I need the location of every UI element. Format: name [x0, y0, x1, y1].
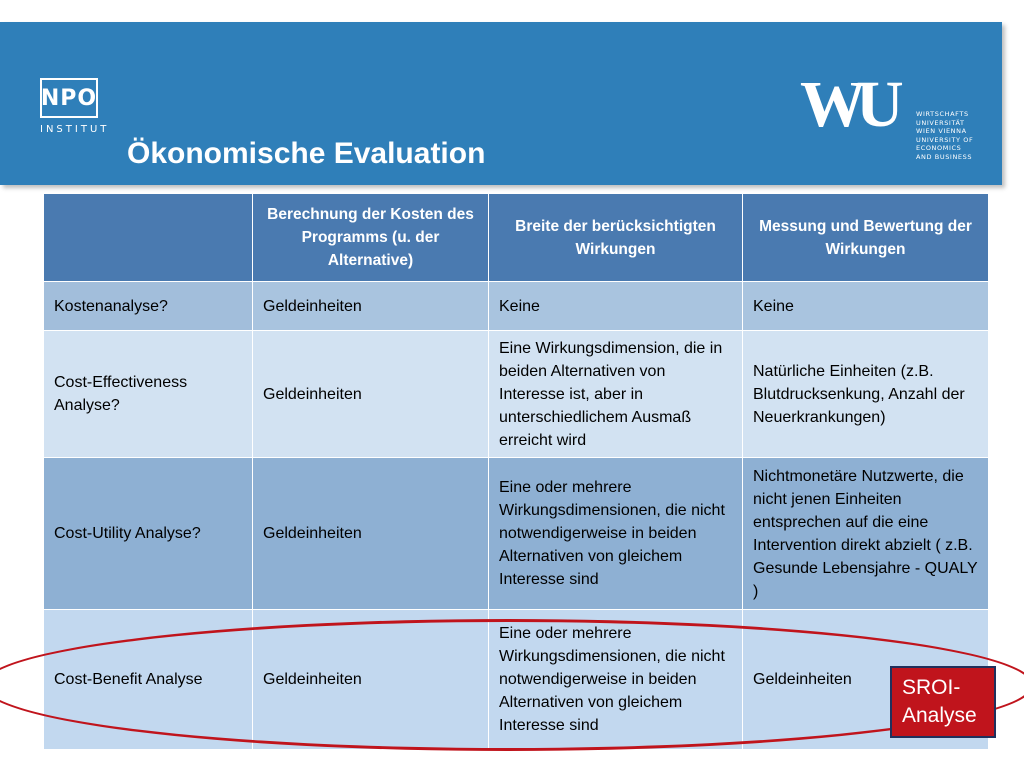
- table-row: [44, 282, 989, 331]
- table-header-cell: Breite der berücksichtigten Wirkungen: [489, 194, 743, 282]
- npo-logo-subtitle: INSTITUT: [40, 124, 110, 135]
- table-cell: Kostenanalyse?: [44, 282, 253, 331]
- npo-institut-logo: [40, 78, 110, 135]
- table-cell: Cost-Utility Analyse?: [44, 458, 253, 610]
- npo-logo-mark: NPO: [40, 78, 98, 118]
- table-cell: Geldeinheiten: [253, 610, 489, 750]
- table-cell: Eine Wirkungsdimension, die in beiden Alternativen von Interesse ist, aber in unterschiedlichem Ausmaß erreicht wird: [489, 331, 743, 458]
- evaluation-table: [43, 193, 988, 750]
- table-cell: Geldeinheiten: [253, 282, 489, 331]
- table-row: [44, 610, 989, 750]
- table-header-row: [44, 194, 989, 282]
- table-cell: Geldeinheiten: [743, 610, 989, 750]
- table-cell: Nichtmonetäre Nutzwerte, die nicht jenen Einheiten entsprechen auf die eine Intervention direkt abzielt ( z.B. Gesunde Lebensjahre - QUALY ): [743, 458, 989, 610]
- table-cell: Keine: [489, 282, 743, 331]
- table-cell: Eine oder mehrere Wirkungsdimensionen, die nicht notwendigerweise in beiden Alternativen von gleichem Interesse sind: [489, 610, 743, 750]
- wu-logo-text: WIRTSCHAFTS UNIVERSITÄT WIEN VIENNA UNIVERSITY OF ECONOMICS AND BUSINESS: [916, 110, 974, 161]
- table-header-cell: Berechnung der Kosten des Programms (u. der Alternative): [253, 194, 489, 282]
- table-cell: Keine: [743, 282, 989, 331]
- table-cell: Cost-Effectiveness Analyse?: [44, 331, 253, 458]
- table-cell: Geldeinheiten: [253, 331, 489, 458]
- wu-vienna-logo: [800, 68, 980, 170]
- table-cell: Natürliche Einheiten (z.B. Blutdrucksenkung, Anzahl der Neuerkrankungen): [743, 331, 989, 458]
- table-cell: Eine oder mehrere Wirkungsdimensionen, die nicht notwendigerweise in beiden Alternativen von gleichem Interesse sind: [489, 458, 743, 610]
- table-row: [44, 458, 989, 610]
- table-header-cell: Messung und Bewertung der Wirkungen: [743, 194, 989, 282]
- sroi-callout: SROI-Analyse: [890, 666, 996, 738]
- slide-header: [0, 22, 1002, 185]
- table-row: [44, 331, 989, 458]
- table-cell: Geldeinheiten: [253, 458, 489, 610]
- table-cell: Cost-Benefit Analyse: [44, 610, 253, 750]
- wu-logo-mark: WU: [800, 68, 894, 141]
- slide-title: Ökonomische Evaluation: [127, 137, 486, 170]
- table-header-cell: [44, 194, 253, 282]
